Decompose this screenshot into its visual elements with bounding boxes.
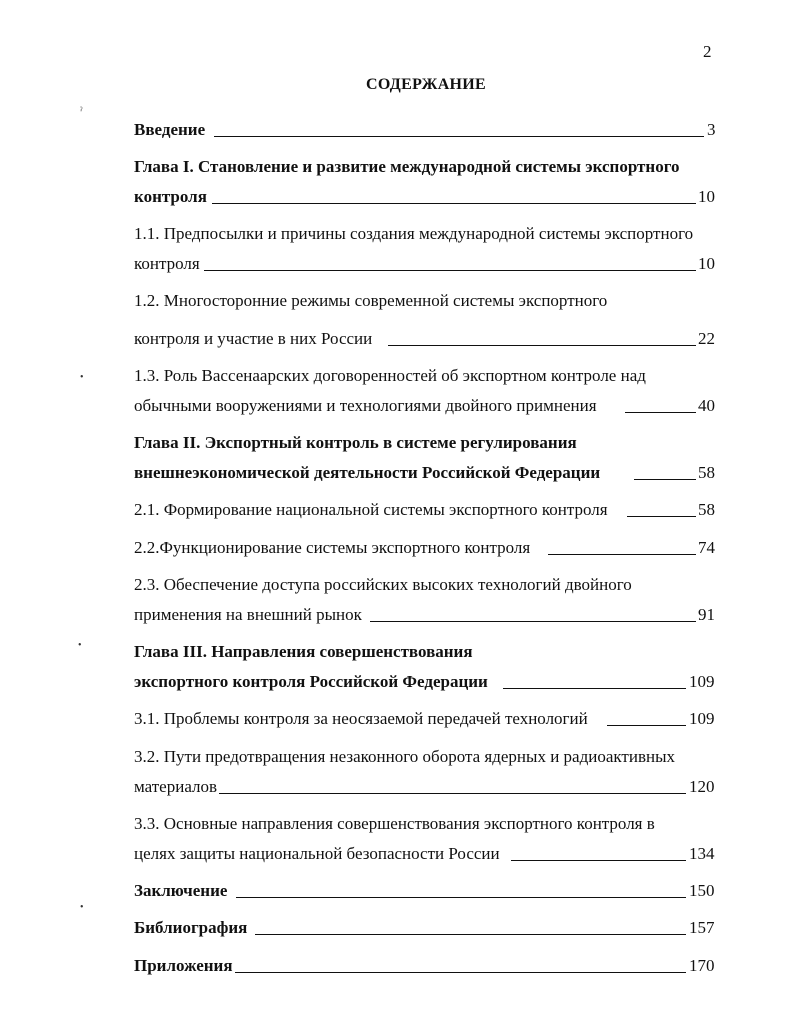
toc-entry-page: 91 xyxy=(698,605,715,624)
dotted-leader xyxy=(548,554,696,555)
dotted-leader xyxy=(627,516,696,517)
toc-entry-title: 2.1. Формирование национальной системы экспортного контроля xyxy=(134,500,608,519)
page-number: 2 xyxy=(703,42,712,61)
toc-entry-page: 10 xyxy=(698,187,715,206)
dotted-leader xyxy=(255,934,686,935)
toc-entry-title: 2.3. Обеспечение доступа российских высоких технологий двойного xyxy=(134,575,632,594)
dotted-leader xyxy=(219,793,686,794)
toc-entry-title: применения на внешний рынок xyxy=(134,605,362,624)
page-title: СОДЕРЖАНИЕ xyxy=(365,76,487,93)
toc-entry-title: 1.2. Многосторонние режимы современной системы экспортного xyxy=(134,291,608,310)
dotted-leader xyxy=(204,270,696,271)
toc-entry-page: 120 xyxy=(689,777,715,796)
toc-entry-page: 3 xyxy=(707,120,716,139)
toc-entry-title: Библиография xyxy=(134,918,248,937)
dotted-leader xyxy=(212,203,696,204)
toc-entry-title: внешнеэкономической деятельности Российской Федерации xyxy=(134,463,601,482)
dotted-leader xyxy=(235,972,686,973)
toc-entry-title: материалов xyxy=(134,777,218,796)
toc-entry-page: 109 xyxy=(689,709,715,728)
toc-entry-page: 150 xyxy=(689,881,715,900)
toc-entry-page: 74 xyxy=(698,538,715,557)
scan-speck: • xyxy=(78,640,82,651)
toc-entry-title: целях защиты национальной безопасности России xyxy=(134,844,500,863)
toc-entry-title: 3.1. Проблемы контроля за неосязаемой передачей технологий xyxy=(134,709,588,728)
toc-entry-title: экспортного контроля Российской Федерации xyxy=(134,672,488,691)
dotted-leader xyxy=(214,136,704,137)
toc-entry-page: 10 xyxy=(698,254,715,273)
toc-entry-title: 1.3. Роль Вассенаарских договоренностей об экспортном контроле над xyxy=(134,366,646,385)
toc-entry-page: 58 xyxy=(698,463,715,482)
dotted-leader xyxy=(634,479,696,480)
toc-entry-page: 170 xyxy=(689,956,715,975)
toc-entry-page: 109 xyxy=(689,672,715,691)
toc-entry-title: 3.2. Пути предотвращения незаконного оборота ядерных и радиоактивных xyxy=(134,747,675,766)
dotted-leader xyxy=(236,897,686,898)
toc-entry-title: 1.1. Предпосылки и причины создания международной системы экспортного xyxy=(134,224,694,243)
scan-speck: ˀ xyxy=(80,106,83,117)
toc-entry-title: Глава I. Становление и развитие международной системы экспортного xyxy=(134,157,680,176)
dotted-leader xyxy=(511,860,686,861)
toc-entry-title: Введение xyxy=(134,120,206,139)
dotted-leader xyxy=(607,725,686,726)
scan-speck: • xyxy=(80,902,84,913)
scan-speck: • xyxy=(80,372,84,383)
toc-entry-title: Приложения xyxy=(134,956,233,975)
toc-entry-title: контроля и участие в них России xyxy=(134,329,373,348)
dotted-leader xyxy=(388,345,696,346)
toc-entry-title: Заключение xyxy=(134,881,228,900)
toc-entry-title: контроля xyxy=(134,187,207,206)
toc-entry-title: 2.2.Функционирование системы экспортного контроля xyxy=(134,538,531,557)
toc-entry-page: 40 xyxy=(698,396,715,415)
toc-entry-page: 157 xyxy=(689,918,715,937)
toc-entry-title: Глава III. Направления совершенствования xyxy=(134,642,473,661)
toc-entry-title: Глава II. Экспортный контроль в системе регулирования xyxy=(134,433,577,452)
toc-entry-page: 22 xyxy=(698,329,715,348)
toc-entry-title: 3.3. Основные направления совершенствования экспортного контроля в xyxy=(134,814,655,833)
dotted-leader xyxy=(503,688,686,689)
dotted-leader xyxy=(370,621,696,622)
toc-entry-title: обычными вооружениями и технологиями двойного примнения xyxy=(134,396,597,415)
toc-entry-page: 134 xyxy=(689,844,715,863)
toc-entry-title: контроля xyxy=(134,254,200,273)
dotted-leader xyxy=(625,412,696,413)
toc-entry-page: 58 xyxy=(698,500,715,519)
